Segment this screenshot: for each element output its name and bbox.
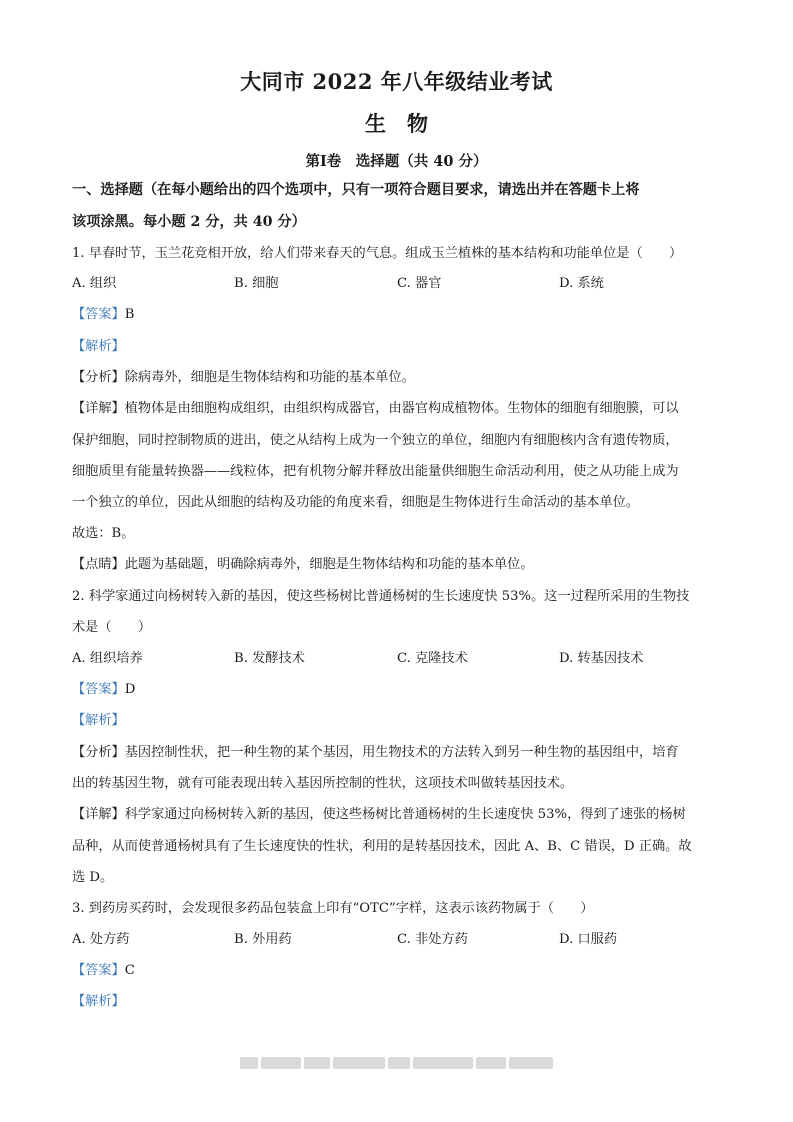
q2-analysis [72,711,732,731]
fenxi-tag: 【分析】 [72,370,125,385]
q3-answer-value: C [124,963,135,978]
q1-conclusion: 故选：B。 [72,526,135,541]
q2-fenxi-line1 [72,743,732,763]
q1-detail-line1 [72,399,732,419]
part-title: 第Ⅰ卷 选择题（共 40 分） [305,153,488,170]
xiangjie-tag: 【详解】 [72,807,125,822]
q1-answer-value: B [124,307,135,322]
analysis-tag: 【解析】 [72,713,125,728]
q1-option-d: D. 系统 [559,276,604,291]
watermark-block [476,1057,506,1069]
q2-answer [72,680,732,700]
q2-stem-line2: 术是（ ） [72,620,152,635]
watermark-block [509,1057,553,1069]
section-heading-line2: 该项涂黑。每小题 2 分，共 40 分） [72,214,306,230]
q1-option-b: B. 细胞 [234,276,279,291]
q3-option-c: C. 非处方药 [397,932,468,947]
analysis-tag: 【解析】 [72,994,125,1009]
answer-tag: 【答案】 [72,307,125,322]
q2-detail-line1 [72,805,732,825]
q2-fenxi-line2: 出的转基因生物，就有可能表现出转入基因所控制的性状，这项技术叫做转基因技术。 [72,776,574,791]
q1-dianjing-text: 此题为基础题，明确除病毒外，细胞是生物体结构和功能的基本单位。 [124,557,534,572]
q2-option-d: D. 转基因技术 [559,651,644,666]
q1-fenxi-text: 除病毒外，细胞是生物体结构和功能的基本单位。 [124,370,415,385]
q3-stem: 3. 到药房买药时，会发现很多药品包装盒上印有“OTC”字样，这表示该药物属于（ ） [72,901,594,916]
q2-detail-line3: 选 D。 [72,870,114,885]
q1-stem: 1. 早春时节，玉兰花竞相开放，给人们带来春天的气息。组成玉兰植株的基本结构和功能单位是（ ） [72,246,683,261]
analysis-tag: 【解析】 [72,339,125,354]
q1-dianjing [72,555,732,575]
q3-analysis [72,992,732,1012]
q2-detail-text-1: 科学家通过向杨树转入新的基因，使这些杨树比普通杨树的生长速度快 53%，得到了速张的杨树 [124,807,686,822]
watermark-block [333,1057,385,1069]
q1-detail-text-1: 植物体是由细胞构成组织，由组织构成器官，由器官构成植物体。生物体的细胞有细胞膜，可以 [124,401,679,416]
answer-tag: 【答案】 [72,682,125,697]
q1-fenxi [72,368,732,388]
q2-option-a: A. 组织培养 [72,651,143,666]
exam-title: 大同市 2022 年八年级结业考试 [240,69,553,94]
q1-detail-line3: 细胞质里有能量转换器——线粒体，把有机物分解并释放出能量供细胞生命活动利用，使之从功能上成为 [72,464,679,479]
dianjing-tag: 【点睛】 [72,557,125,572]
q2-stem-line1: 2. 科学家通过向杨树转入新的基因，使这些杨树比普通杨树的生长速度快 53%。这一过程所采用的生物技 [72,589,690,604]
q1-analysis [72,337,732,357]
q2-fenxi-text-1: 基因控制性状，把一种生物的某个基因，用生物技术的方法转入到另一种生物的基因组中，培育 [124,745,679,760]
section-heading-line1: 一、选择题（在每小题给出的四个选项中，只有一项符合题目要求，请选出并在答题卡上将 [72,182,640,198]
q3-answer [72,961,732,981]
q3-option-a: A. 处方药 [72,932,130,947]
xiangjie-tag: 【详解】 [72,401,125,416]
q1-detail-line2: 保护细胞，同时控制物质的进出，使之从结构上成为一个独立的单位，细胞内有细胞核内含有遗传物质， [72,433,679,448]
watermark-block [413,1057,473,1069]
q1-option-a: A. 组织 [72,276,117,291]
q3-option-b: B. 外用药 [234,932,292,947]
blurred-footer-watermark [240,1055,556,1071]
watermark-block [240,1057,258,1069]
q1-detail-line4: 一个独立的单位，因此从细胞的结构及功能的角度来看，细胞是生物体进行生命活动的基本单位。 [72,495,640,510]
watermark-block [304,1057,330,1069]
watermark-block [261,1057,301,1069]
q1-option-c: C. 器官 [397,276,442,291]
fenxi-tag: 【分析】 [72,745,125,760]
q2-option-b: B. 发酵技术 [234,651,305,666]
q1-answer [72,305,732,325]
subject-title: 生 物 [365,111,428,136]
q3-option-d: D. 口服药 [559,932,618,947]
watermark-block [388,1057,410,1069]
q2-option-c: C. 克隆技术 [397,651,468,666]
q2-answer-value: D [124,682,136,697]
answer-tag: 【答案】 [72,963,125,978]
q2-detail-line2: 品种，从而使普通杨树具有了生长速度快的性状，利用的是转基因技术，因此 A、B、C 错误，D 正确。故 [72,839,692,854]
